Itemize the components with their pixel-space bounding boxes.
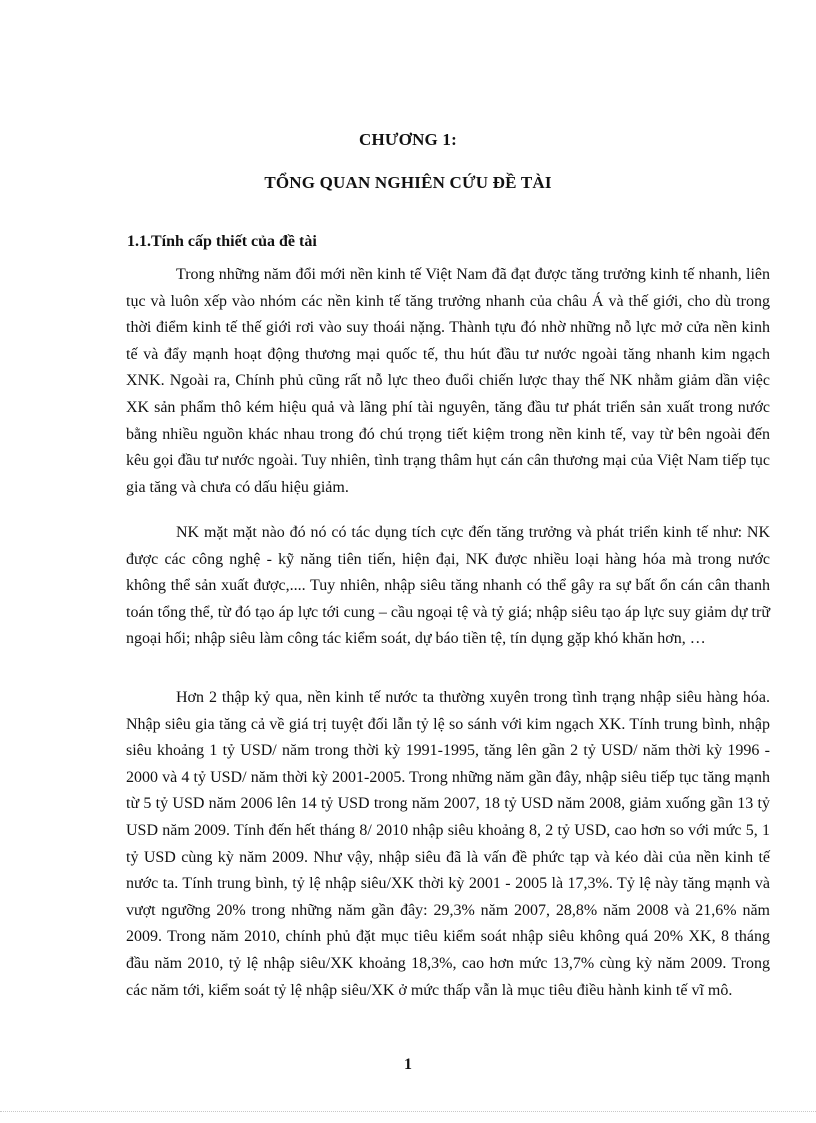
page-number: 1 (404, 1056, 412, 1073)
chapter-number: CHƯƠNG 1: (359, 130, 457, 149)
paragraph-2: NK mặt mặt nào đó nó có tác dụng tích cực đến tăng trưởng và phát triển kinh tế như: NK được các công nghệ - kỹ năng tiên tiến, hiện đại, NK được nhiều loại hàng hóa mà trong nước không thể sản xuất được,.... Tuy nhiên, nhập siêu tăng nhanh có thể gây ra sự bất ổn cán cân thanh toán tổng thể, từ đó tạo áp lực tới cung – cầu ngoại tệ và tỷ giá; nhập siêu tạo áp lực suy giảm dự trữ ngoại hối; nhập siêu làm công tác kiểm soát, dự báo tiền tệ, tín dụng gặp khó khăn hơn, … (126, 524, 770, 648)
paragraph-1: Trong những năm đổi mới nền kinh tế Việt Nam đã đạt được tăng trưởng kinh tế nhanh, liên tục và luôn xếp vào nhóm các nền kinh tế tăng trưởng nhanh của châu Á và thế giới, cho dù trong thời điểm kinh tế thế giới rơi vào suy thoái nặng. Thành tựu đó nhờ những nỗ lực mở cửa nền kinh tế và đẩy mạnh hoạt động thương mại quốc tế, thu hút đầu tư nước ngoài tăng nhanh kim ngạch XNK. Ngoài ra, Chính phủ cũng rất nỗ lực theo đuổi chiến lược thay thế NK nhằm giảm dần việc XK sản phẩm thô kém hiệu quả và lãng phí tài nguyên, tăng đầu tư phát triển sản xuất trong nước bằng nhiều nguồn khác nhau trong đó chú trọng tiết kiệm trong nền kinh tế, vay từ bên ngoài đến kêu gọi đầu tư nước ngoài. Tuy nhiên, tình trạng thâm hụt cán cân thương mại của Việt Nam tiếp tục gia tăng và chưa có dấu hiệu giảm. (126, 266, 770, 496)
page-bottom-divider (0, 1111, 816, 1112)
section-heading: 1.1.Tính cấp thiết của đề tài (127, 233, 317, 250)
paragraph-3: Hơn 2 thập kỷ qua, nền kinh tế nước ta thường xuyên trong tình trạng nhập siêu hàng hóa. Nhập siêu gia tăng cả về giá trị tuyệt đối lẫn tỷ lệ so sánh với kim ngạch XK. Tính trung bình, nhập siêu khoảng 1 tỷ USD/ năm trong thời kỳ 1991-1995, tăng lên gần 2 tỷ USD/ năm thời kỳ 1996 - 2000 và 4 tỷ USD/ năm thời kỳ 2001-2005. Trong những năm gần đây, nhập siêu tiếp tục tăng mạnh từ 5 tỷ USD năm 2006 lên 14 tỷ USD trong năm 2007, 18 tỷ USD năm 2008, giảm xuống gần 13 tỷ USD năm 2009. Tính đến hết tháng 8/ 2010 nhập siêu khoảng 8, 2 tỷ USD, cao hơn so với mức 5, 1 tỷ USD cùng kỳ năm 2009. Như vậy, nhập siêu đã là vấn đề phức tạp và kéo dài của nền kinh tế nước ta. Tính trung bình, tỷ lệ nhập siêu/XK thời kỳ 2001 - 2005 là 17,3%. Tỷ lệ này tăng mạnh và vượt ngưỡng 20% trong những năm gần đây: 29,3% năm 2007, 28,8% năm 2008 và 21,6% năm 2009. Trong năm 2010, chính phủ đặt mục tiêu kiểm soát nhập siêu không quá 20% XK, 8 tháng đầu năm 2010, tỷ lệ nhập siêu/XK khoảng 18,3%, cao hơn mức 13,7% cùng kỳ năm 2009. Trong các năm tới, kiểm soát tỷ lệ nhập siêu/XK ở mức thấp vẫn là mục tiêu điều hành kinh tế vĩ mô. (126, 689, 770, 999)
chapter-title: TỔNG QUAN NGHIÊN CỨU ĐỀ TÀI (264, 173, 552, 192)
